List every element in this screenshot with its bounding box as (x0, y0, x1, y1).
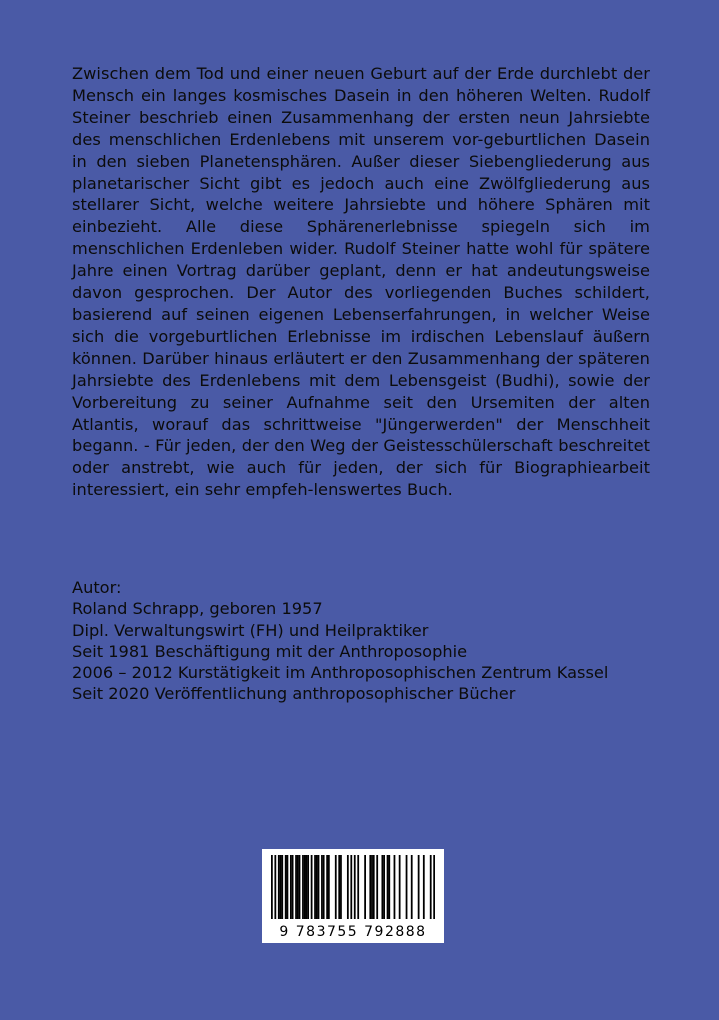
barcode-bar (364, 855, 366, 919)
barcode-bar (406, 855, 408, 919)
author-heading: Autor: (72, 578, 122, 597)
barcode-bar (369, 855, 371, 919)
barcode-bar (287, 855, 289, 919)
isbn-digits: 9 783755 792888 (279, 924, 427, 940)
barcode-bar (423, 855, 425, 919)
author-line: Seit 1981 Beschäftigung mit der Anthroposophie (72, 641, 468, 661)
barcode-bar (278, 855, 280, 919)
barcode-bar (290, 855, 292, 919)
barcode-bar (281, 855, 283, 919)
back-cover-description: Zwischen dem Tod und einer neuen Geburt auf der Erde durchlebt der Mensch ein langes kosmisches Dasein in den höheren Welten. Rudolf Steiner beschrieb einen Zusammenhang der ersten neun Jahrsiebte des menschlichen Erdenlebens mit unserem vor-geburtlichen Dasein in den sieben Planetensphären. Außer dieser Siebengliederung aus planetarischer Sicht gibt es jedoch auch eine Zwölfgliederung aus stellarer Sicht, welche weitere Jahrsiebte und höhere Sphären mit einbezieht. Alle diese Sphärenerlebnisse spiegeln sich im menschlichen Erdenleben wider. Rudolf Steiner hatte wohl für spätere Jahre einen Vortrag darüber geplant, denn er hat andeutungsweise davon gesprochen. Der Autor des vorliegenden Buches schildert, basierend auf seinen eigenen Lebenserfahrungen, in welcher Weise sich die vorgeburtlichen Erlebnisse im irdischen Lebenslauf äußern können. Darüber hinaus erläutert er den Zusammenhang der späteren Jahrsiebte des Erdenlebens mit dem Lebensgeist (Budhi), sowie der Vorbereitung zu seiner Aufnahme seit den Ursemiten der alten Atlantis, worauf das schrittweise "Jüngerwerden" der Menschheit begann. - Für jeden, der den Weg der Geistesschülerschaft beschreitet oder anstrebt, wie auch für jeden, der sich für Biographiearbeit interessiert, ein sehr empfeh-lenswertes Buch. (72, 64, 650, 500)
barcode-bar (388, 855, 390, 919)
barcode-bar (299, 855, 301, 919)
barcode-bar (304, 855, 306, 919)
barcode-bar (350, 855, 352, 919)
barcode-bar (387, 855, 389, 919)
isbn-barcode (262, 849, 444, 943)
author-line: Roland Schrapp, geboren 1957 (72, 599, 323, 619)
barcode-bar (430, 855, 432, 919)
barcode-bar (314, 855, 316, 919)
barcode-bar (295, 855, 297, 919)
barcode-bar (326, 855, 328, 919)
barcode-bars (271, 855, 435, 919)
author-line: Dipl. Verwaltungswirt (FH) und Heilpraktiker (72, 620, 429, 640)
barcode-bar (340, 855, 342, 919)
barcode-bar (321, 855, 323, 919)
barcode-bar (335, 855, 337, 919)
barcode-bar (373, 855, 375, 919)
author-line: 2006 – 2012 Kurstätigkeit im Anthroposophischen Zentrum Kassel (72, 663, 609, 683)
barcode-bar (285, 855, 287, 919)
barcode-bar (357, 855, 359, 919)
author-line: Seit 2020 Veröffentlichung anthroposophischer Bücher (72, 684, 516, 704)
barcode-bar (328, 855, 330, 919)
barcode-bar (418, 855, 420, 919)
barcode-bar (274, 855, 276, 919)
barcode-bar (311, 855, 313, 919)
barcode-bar (394, 855, 396, 919)
barcode-bar (318, 855, 320, 919)
barcode-bar (338, 855, 340, 919)
barcode-bar (347, 855, 349, 919)
barcode-bar (371, 855, 373, 919)
barcode-bar (399, 855, 401, 919)
barcode-bar (411, 855, 413, 919)
barcode-bar (433, 855, 435, 919)
barcode-bar (271, 855, 273, 919)
barcode-bar (307, 855, 309, 919)
barcode-bar (381, 855, 383, 919)
barcode-bar (383, 855, 385, 919)
barcode-bar (297, 855, 299, 919)
barcode-bar (302, 855, 304, 919)
barcode-bar (306, 855, 308, 919)
barcode-bar (280, 855, 282, 919)
barcode-bar (323, 855, 325, 919)
barcode-bar (316, 855, 318, 919)
barcode-bar (376, 855, 378, 919)
barcode-bar (354, 855, 356, 919)
author-bio (72, 577, 672, 705)
barcode-bar (292, 855, 294, 919)
